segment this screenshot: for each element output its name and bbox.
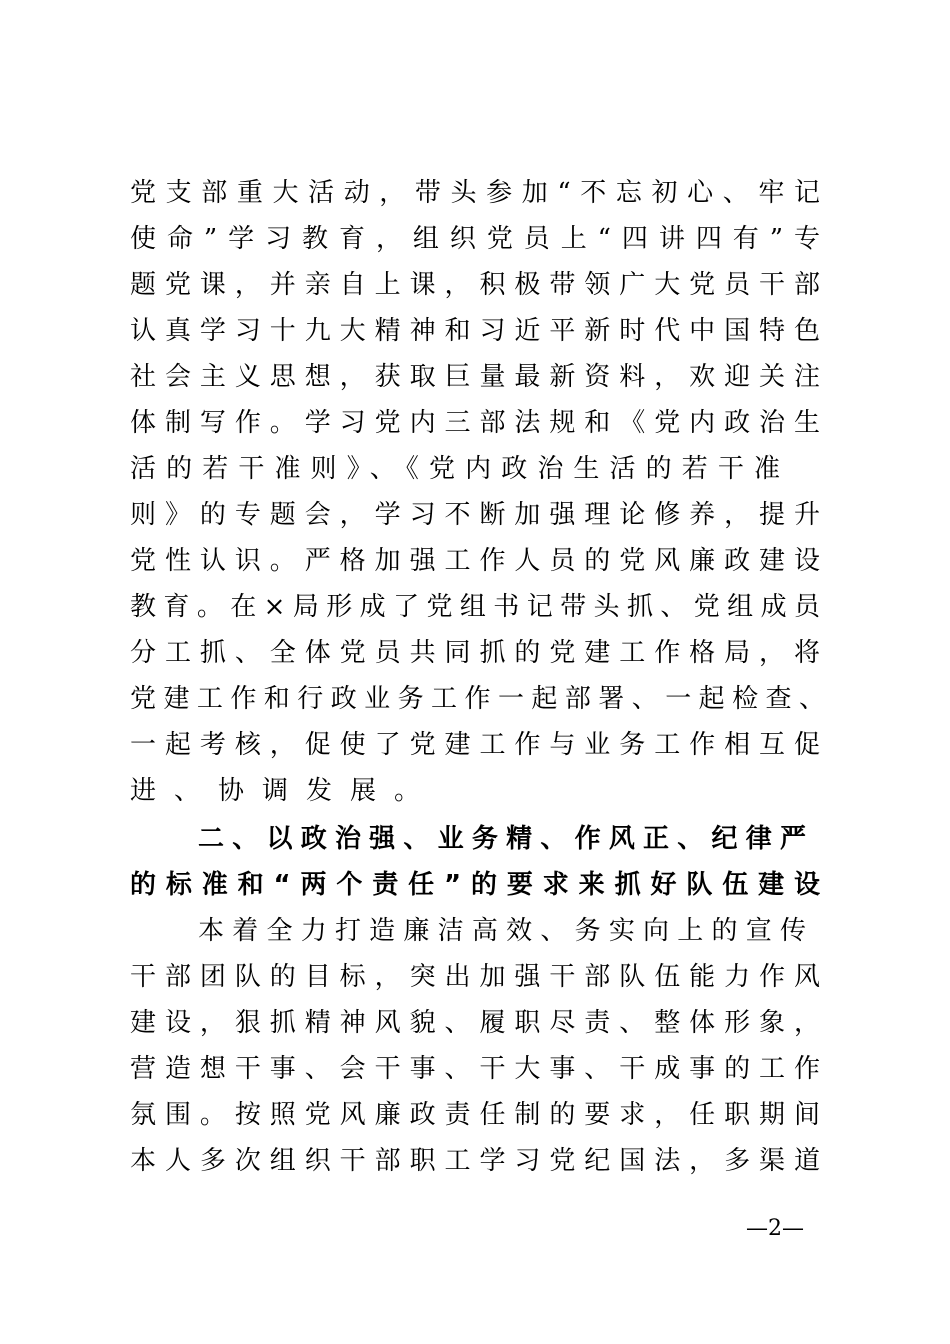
body-line: 党建工作和行政业务工作一起部署、一起检查、	[130, 684, 825, 714]
body-line: 认真学习十九大精神和习近平新时代中国特色	[130, 316, 820, 346]
body-line: 氛围。按照党风廉政责任制的要求，任职期间	[130, 1100, 820, 1130]
body-line-last: 进、协调发展。	[130, 776, 439, 806]
body-line: 本人多次组织干部职工学习党纪国法，多渠道	[130, 1146, 820, 1176]
body-line: 营造想干事、会干事、干大事、干成事的工作	[130, 1054, 820, 1084]
section-heading-line-1: 二、以政治强、业务精、作风正、纪律严	[198, 824, 806, 854]
body-line: 体制写作。学习党内三部法规和《党内政治生	[130, 408, 820, 438]
section-heading-line-2: 的标准和“两个责任”的要求来抓好队伍建设	[130, 870, 820, 900]
body-line: 使命”学习教育，组织党员上“四讲四有”专	[130, 224, 820, 254]
body-line: 一起考核，促使了党建工作与业务工作相互促	[130, 730, 820, 760]
body-line: 活的若干准则》、《党内政治生活的若干准	[130, 454, 780, 484]
body-line: 题党课，并亲自上课，积极带领广大党员干部	[130, 270, 820, 300]
body-line: 党性认识。严格加强工作人员的党风廉政建设	[130, 546, 820, 576]
body-line: 本着全力打造廉洁高效、务实向上的宣传	[198, 916, 806, 946]
body-line: 党支部重大活动，带头参加“不忘初心、牢记	[130, 178, 820, 208]
body-line: 教育。在×局形成了党组书记带头抓、党组成员	[130, 592, 820, 622]
body-line: 社会主义思想，获取巨量最新资料，欢迎关注	[130, 362, 820, 392]
body-line: 则》的专题会，学习不断加强理论修养，提升	[130, 500, 820, 530]
body-line: 建设，狠抓精神风貌、履职尽责、整体形象，	[130, 1008, 820, 1038]
body-line: 分工抓、全体党员共同抓的党建工作格局，将	[130, 638, 820, 668]
body-line: 干部团队的目标，突出加强干部队伍能力作风	[130, 962, 820, 992]
page-number: —2—	[746, 1216, 804, 1241]
